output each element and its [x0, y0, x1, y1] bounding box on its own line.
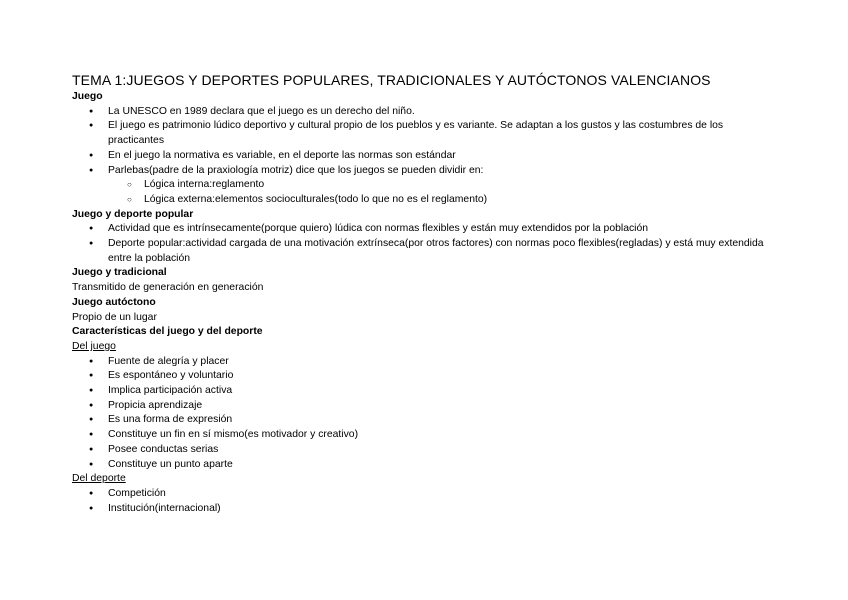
list-item: ● Implica participación activa	[72, 384, 772, 399]
subheading-del-deporte: Del deporte	[72, 473, 126, 485]
juego-sublist	[72, 178, 772, 207]
list-item: ● El juego es patrimonio lúdico deportivo y cultural propio de los pueblos y es variante. Se adaptan a los gustos y las costumbres de los practicantes	[72, 119, 772, 148]
heading-juego: Juego	[72, 91, 103, 102]
list-item: ● Posee conductas serias	[72, 443, 772, 458]
list-item: ● Parlebas(padre de la praxiología motriz) dice que los juegos se pueden dividir en:	[72, 164, 772, 179]
document-title: TEMA 1:JUEGOS Y DEPORTES POPULARES, TRADICIONALES Y AUTÓCTONOS VALENCIANOS	[72, 72, 711, 88]
del-deporte-list	[72, 487, 772, 516]
list-item: ● Es una forma de expresión	[72, 413, 772, 428]
document-content	[72, 71, 772, 516]
list-item: ● Competición	[72, 487, 772, 502]
heading-juego-tradicional: Juego y tradicional	[72, 267, 167, 279]
heading-caracteristicas: Características del juego y del deporte	[72, 326, 263, 338]
del-juego-list	[72, 355, 772, 473]
list-item: ● Fuente de alegría y placer	[72, 355, 772, 370]
list-item: ● Actividad que es intrínsecamente(porque quiero) lúdica con normas flexibles y están muy extendidos por la población	[72, 222, 772, 237]
juego-list	[72, 105, 772, 179]
list-item: ● Es espontáneo y voluntario	[72, 369, 772, 384]
heading-juego-autoctono: Juego autóctono	[72, 296, 156, 308]
popular-list	[72, 222, 772, 266]
heading-juego-deporte-popular: Juego y deporte popular	[72, 208, 194, 220]
list-item: ● Propicia aprendizaje	[72, 399, 772, 414]
list-item: ● En el juego la normativa es variable, en el deporte las normas son estándar	[72, 149, 772, 164]
subheading-del-juego: Del juego	[72, 340, 116, 352]
sub-list-item: ○ Lógica interna:reglamento	[72, 178, 772, 193]
tradicional-text: Transmitido de generación en generación	[72, 282, 264, 294]
list-item: ● Deporte popular:actividad cargada de una motivación extrínseca(por otros factores) con normas poco flexibles(regladas) y está muy extendida entre la población	[72, 237, 772, 266]
list-item: ● Institución(internacional)	[72, 502, 772, 517]
sub-list-item: ○ Lógica externa:elementos socioculturales(todo lo que no es el reglamento)	[72, 193, 772, 208]
autoctono-text: Propio de un lugar	[72, 311, 157, 323]
list-item: ● Constituye un punto aparte	[72, 458, 772, 473]
list-item: ● Constituye un fin en sí mismo(es motivador y creativo)	[72, 428, 772, 443]
list-item: ● La UNESCO en 1989 declara que el juego es un derecho del niño.	[72, 105, 772, 120]
